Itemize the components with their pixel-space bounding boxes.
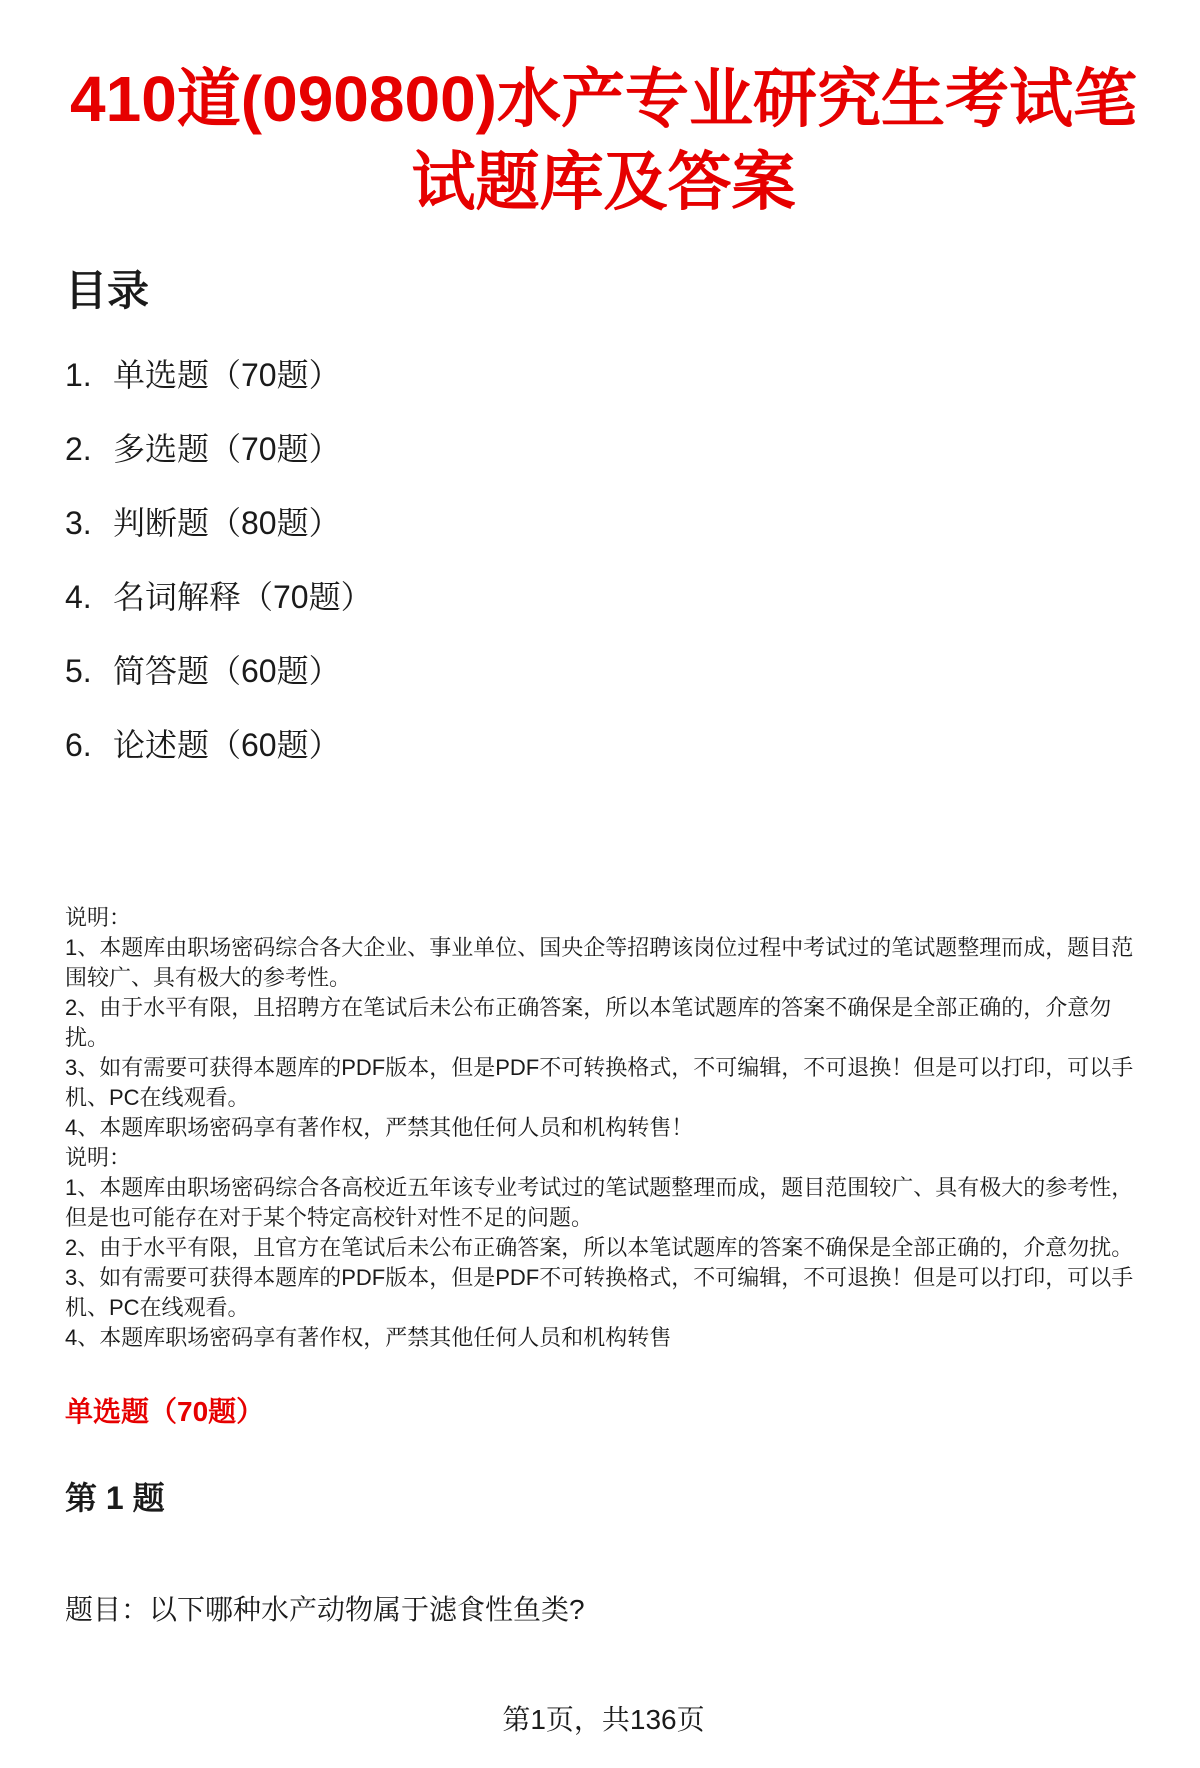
note-line: 4、本题库职场密码享有著作权，严禁其他任何人员和机构转售！: [65, 1114, 694, 1140]
toc-item-number: 4.: [65, 578, 92, 615]
toc-item-label: 名词解释（70题）: [113, 578, 373, 615]
note-line: 1、本题库由职场密码综合各高校近五年该专业考试过的笔试题整理而成，题目范围较广、具有极大的参考性，但是也可能存在对于某个特定高校针对性不足的问题。: [65, 1174, 1134, 1230]
toc-item-number: 5.: [65, 652, 92, 689]
note-line: 2、由于水平有限，且招聘方在笔试后未公布正确答案，所以本笔试题库的答案不确保是全部正确的，介意勿扰。: [65, 994, 1112, 1050]
toc-list: [65, 355, 1142, 765]
toc-item: [65, 503, 1142, 543]
toc-item-number: 2.: [65, 430, 92, 467]
toc-item-label: 判断题（80题）: [113, 504, 341, 541]
note-line: 1、本题库由职场密码综合各大企业、事业单位、国央企等招聘该岗位过程中考试过的笔试题整理而成，题目范围较广、具有极大的参考性。: [65, 934, 1134, 990]
toc-heading: 目录: [65, 267, 150, 315]
toc-item-number: 3.: [65, 504, 92, 541]
question-text: 题目：以下哪种水产动物属于滤食性鱼类?: [65, 1594, 585, 1626]
document-title: 410道(090800)水产专业研究生考试笔试题库及答案: [70, 63, 1137, 219]
page-footer: 第1页，共136页: [502, 1703, 705, 1735]
toc-item: [65, 577, 1142, 617]
toc-item: [65, 355, 1142, 395]
note-line: 4、本题库职场密码享有著作权，严禁其他任何人员和机构转售: [65, 1324, 672, 1350]
note-line: 说明：: [65, 1144, 132, 1170]
toc-item: [65, 429, 1142, 469]
toc-item-number: 1.: [65, 356, 92, 393]
note-line: 3、如有需要可获得本题库的PDF版本，但是PDF不可转换格式，不可编辑，不可退换！但是可以打印，可以手机、PC在线观看。: [65, 1054, 1134, 1110]
notes-section: [65, 903, 1142, 1353]
question-heading: 第 1 题: [65, 1480, 165, 1517]
toc-item-label: 简答题（60题）: [113, 652, 341, 689]
section-header: 单选题（70题）: [65, 1395, 265, 1427]
toc-item-number: 6.: [65, 726, 92, 763]
toc-item-label: 论述题（60题）: [113, 726, 341, 763]
note-line: 2、由于水平有限，且官方在笔试后未公布正确答案，所以本笔试题库的答案不确保是全部正确的，介意勿扰。: [65, 1234, 1134, 1260]
note-line: 说明：: [65, 904, 132, 930]
note-line: 3、如有需要可获得本题库的PDF版本，但是PDF不可转换格式，不可编辑，不可退换！但是可以打印，可以手机、PC在线观看。: [65, 1264, 1134, 1320]
toc-item: [65, 651, 1142, 691]
toc-item-label: 单选题（70题）: [113, 356, 341, 393]
toc-item-label: 多选题（70题）: [113, 430, 341, 467]
toc-item: [65, 725, 1142, 765]
